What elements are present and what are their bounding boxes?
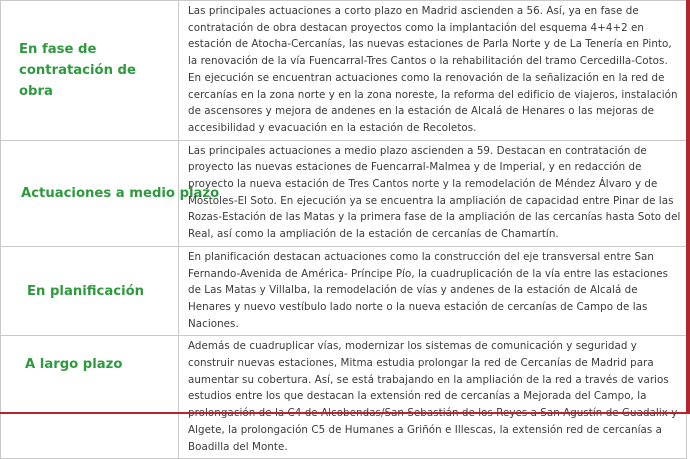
row-text: Las principales actuaciones a corto plazo en Madrid ascienden a 56. Así, ya en fase de contratación de obra destacan proyectos como la implantación del esquema 4+4+2 en estación de Atocha-Cercanías, las nuevas estaciones de Parla Norte y de La Tenería en Pinto, la renovación de la vía Fuencarral-Tres Cantos o la rehabilitación del tramo Cercedilla-Cotos. En ejecución se encuentran actuaciones como la renovación de la señalización en la red de cercanías en la zona norte y en la zona noreste, la reforma del edificio de viajeros, instalación de ascensores y mejora de andenes en la estación de Alcalá de Henares o las mejoras de accesibilidad y evacuación en la estación de Recoletos.: [179, 1, 687, 141]
row-label-cell: [1, 1, 179, 141]
row-label-cell: [1, 140, 220, 246]
row-label: Actuaciones a medio plazo: [21, 185, 220, 201]
row-text: Las principales actuaciones a medio plazo ascienden a 59. Destacan en contratación de proyecto las nuevas estaciones de Fuencarral-Malmea y de Imperial, y en redacción de proyecto la nueva estación de Tres Cantos norte y la remodelación de Méndez Álvaro y de Móstoles-El Soto. En ejecución ya se encuentra la ampliación de capacidad entre Pinar de las Rozas-Estación de las Matas y la primera fase de la ampliación de las cercanías hasta Soto del Real, así como la ampliación de la estación de cercanías de Chamartín.: [179, 140, 687, 246]
row-label-cell: [1, 336, 179, 459]
table-row: [1, 140, 687, 246]
table-row: [1, 1, 687, 141]
table-row: [1, 336, 687, 459]
row-label: En fase de contratación de obra: [19, 41, 136, 99]
row-label: A largo plazo: [25, 357, 123, 373]
row-text: En planificación destacan actuaciones como la construcción del eje transversal entre San Fernando-Avenida de América- Príncipe Pío, la cuadruplicación de la vía entre las estaciones de Las Matas y Villalba, la remodelación de vías y andenes de la estación de Alcalá de Henares y nuevo vestíbulo lado norte o la nueva estación de cercanías de Campo de las Naciones.: [179, 246, 687, 336]
row-label-cell: [1, 246, 179, 336]
table-row: [1, 246, 687, 336]
window-frame-right: [686, 0, 690, 414]
row-label: En planificación: [27, 283, 145, 299]
row-text: Además de cuadruplicar vías, modernizar los sistemas de comunicación y seguridad y construir nuevas estaciones, Mitma estudia prolongar la red de Cercanías de Madrid para aumentar su cobertura. Así, se está trabajando en la ampliación de la red a través de varios estudios entre los que destacan la extensión red de cercanías a Mejorada del Campo, la Algete, la prolongación C5 de Humanes a Griñón e Illescas, la extensión red de cercanías a Boadilla del Monte.: [179, 336, 687, 459]
